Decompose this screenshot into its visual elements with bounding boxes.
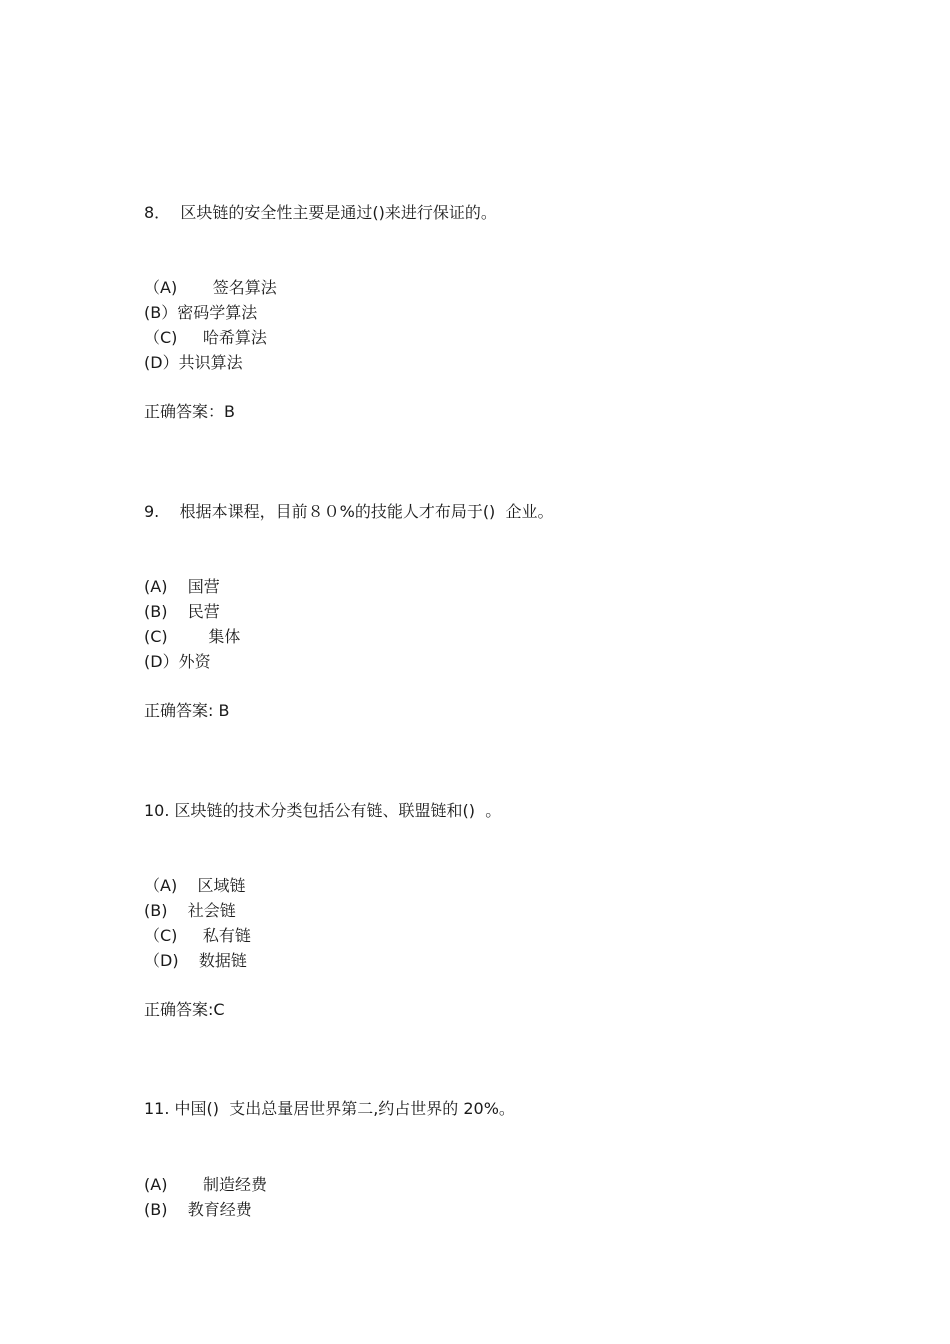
- option-b: (B) 教育经费: [144, 1200, 252, 1219]
- question-stem: 11. 中国() 支出总量居世界第二,约占世界的 20%。: [144, 1099, 515, 1118]
- option-b: (B）密码学算法: [144, 303, 258, 322]
- correct-answer: 正确答案:C: [144, 1000, 225, 1019]
- correct-answer: 正确答案：B: [144, 402, 235, 421]
- option-c: （C) 哈希算法: [144, 328, 267, 347]
- question-stem: 8． 区块链的安全性主要是通过()来进行保证的。: [144, 203, 497, 222]
- option-c: (C) 集体: [144, 627, 241, 646]
- question-stem: 9. 根据本课程，目前８０%的技能人才布局于() 企业。: [144, 502, 554, 521]
- option-d: (D）外资: [144, 652, 211, 671]
- option-d: （D) 数据链: [144, 951, 247, 970]
- option-c: （C) 私有链: [144, 926, 251, 945]
- correct-answer: 正确答案: B: [144, 701, 230, 720]
- option-a: (A) 制造经费: [144, 1175, 268, 1194]
- option-a: (A) 国营: [144, 577, 220, 596]
- option-a: （A) 区域链: [144, 876, 246, 895]
- option-b: (B) 民营: [144, 602, 220, 621]
- option-b: (B) 社会链: [144, 901, 236, 920]
- question-stem: 10. 区块链的技术分类包括公有链、联盟链和() 。: [144, 801, 502, 820]
- option-d: (D）共识算法: [144, 353, 243, 372]
- option-a: （A) 签名算法: [144, 278, 277, 297]
